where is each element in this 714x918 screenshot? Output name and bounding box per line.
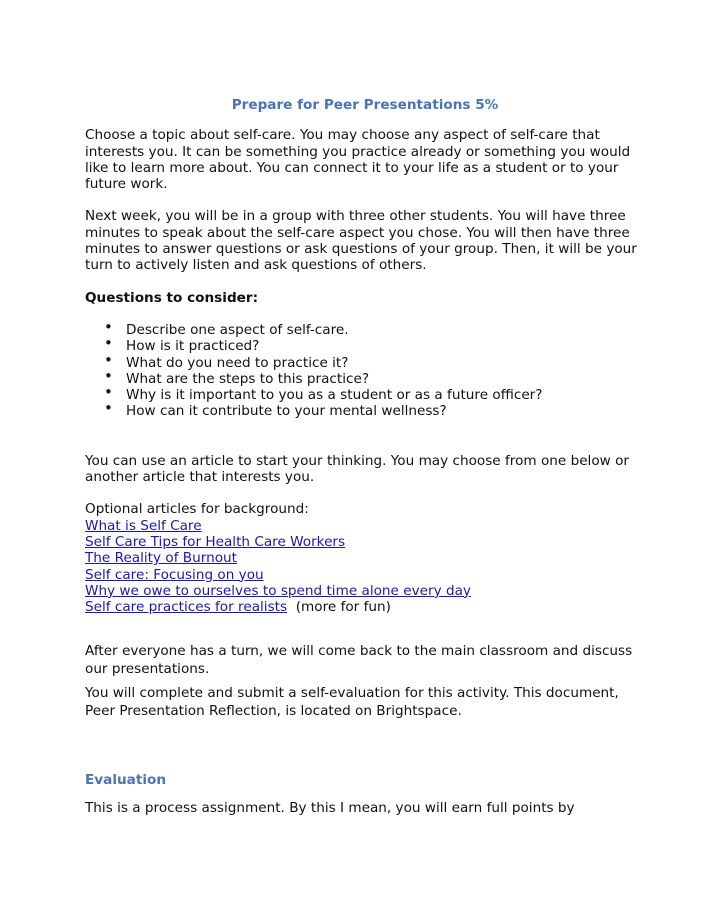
- bullet-icon: •: [104, 350, 113, 369]
- bullet-icon: •: [104, 334, 113, 353]
- bullet-icon: •: [104, 399, 113, 418]
- after-paragraph: After everyone has a turn, we will come back to the main classroom and discuss our presentations.: [85, 643, 633, 678]
- question-item: • How is it practiced?: [104, 334, 260, 355]
- group-paragraph: Next week, you will be in a group with three other students. You will have three minutes to speak about the self-care aspect you chose. You will then have three minutes to answer questions or ask questions of your group. Then, it will be your turn to actively listen and ask questions of others.: [85, 208, 637, 274]
- bullet-icon: •: [104, 383, 113, 402]
- article-link-practices-for-realists[interactable]: Self care practices for realists: [85, 599, 288, 616]
- article-link-health-care-workers[interactable]: Self Care Tips for Health Care Workers: [85, 533, 346, 550]
- bullet-icon: •: [104, 366, 113, 385]
- articles-heading: Optional articles for background:: [85, 501, 309, 518]
- question-item: • Describe one aspect of self-care.: [104, 317, 349, 338]
- question-item: • What are the steps to this practice?: [104, 366, 370, 387]
- question-item: • Why is it important to you as a student or as a future officer?: [104, 383, 543, 404]
- intro-paragraph: Choose a topic about self-care. You may choose any aspect of self-care that interests you. It can be something you practice already or something you would like to learn more about. You can connect it to your life as a student or to your future work.: [85, 127, 631, 193]
- questions-heading: Questions to consider:: [85, 289, 259, 306]
- question-item: • How can it contribute to your mental wellness?: [104, 399, 447, 420]
- document-body: [85, 97, 645, 816]
- questions-list: [85, 317, 645, 420]
- submit-paragraph: You will complete and submit a self-evaluation for this activity. This document, Peer Presentation Reflection, is located on Brightspace.: [85, 685, 619, 720]
- evaluation-heading: Evaluation: [85, 772, 167, 789]
- article-paragraph: You can use an article to start your thinking. You may choose from one below or another article that interests you.: [85, 452, 629, 486]
- article-link-time-alone[interactable]: Why we owe to ourselves to spend time alone every day: [85, 582, 471, 599]
- articles-note: (more for fun): [295, 599, 391, 616]
- article-link-focusing-on-you[interactable]: Self care: Focusing on you: [85, 566, 264, 583]
- article-link-reality-of-burnout[interactable]: The Reality of Burnout: [85, 550, 237, 567]
- document-title: Prepare for Peer Presentations 5%: [231, 97, 499, 113]
- bullet-icon: •: [104, 317, 113, 336]
- articles-list: [85, 518, 645, 616]
- evaluation-paragraph: This is a process assignment. By this I mean, you will earn full points by: [85, 799, 575, 816]
- question-item: • What do you need to practice it?: [104, 350, 349, 371]
- article-link-what-is-self-care[interactable]: What is Self Care: [85, 517, 202, 534]
